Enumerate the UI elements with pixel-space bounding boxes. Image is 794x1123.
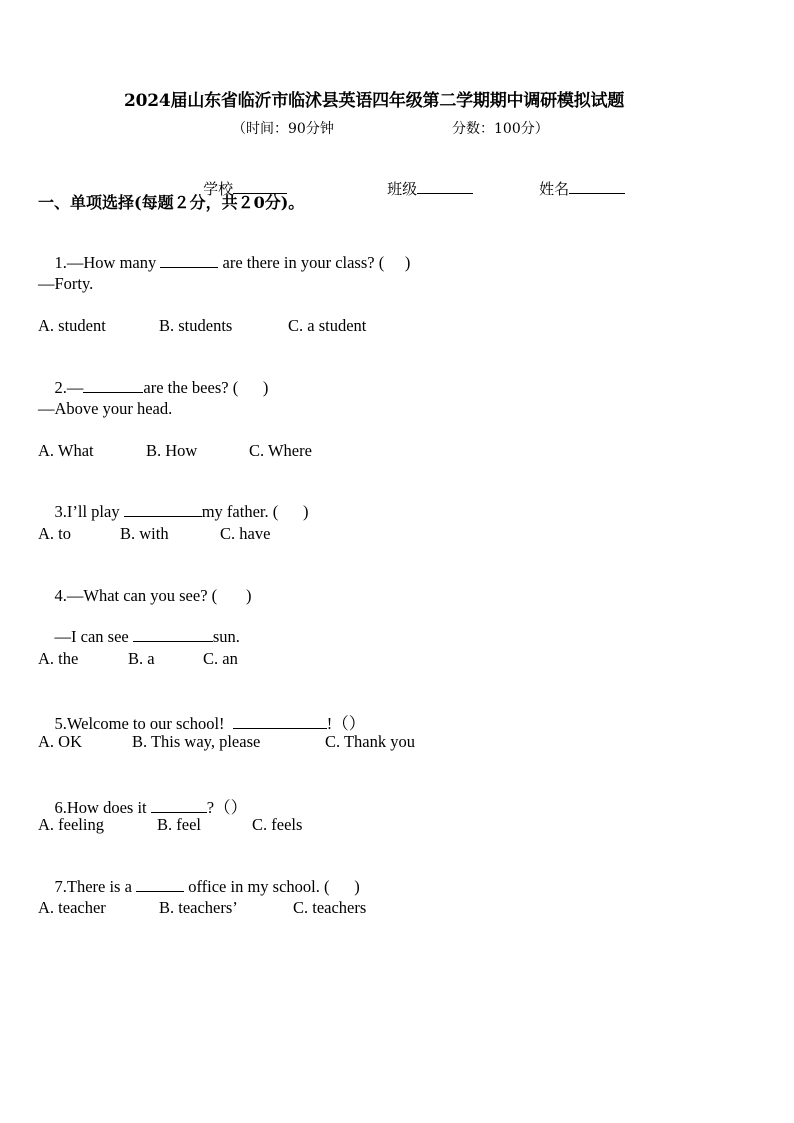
question-text: —How many (66, 253, 161, 272)
option-b[interactable]: B. a (128, 649, 155, 668)
question-text-end: office in my school. ( ) (184, 877, 360, 896)
answer-blank[interactable] (233, 714, 327, 729)
section-heading: 一、单项选择(每题２分，共２0分)。 (38, 193, 305, 212)
option-b[interactable]: B. This way, please (132, 732, 261, 751)
option-a[interactable]: A. teacher (38, 898, 106, 917)
class-blank[interactable] (417, 179, 473, 194)
option-c[interactable]: C. have (220, 524, 271, 543)
answer-blank[interactable] (124, 502, 202, 517)
question-text-end: are there in your class? ( ) (218, 253, 411, 272)
question-text-end: my father. ( ) (201, 502, 309, 521)
answer-line: —Forty. (38, 274, 94, 293)
option-b[interactable]: B. How (146, 441, 198, 460)
answer-line: —Above your head. (38, 399, 173, 418)
question-text-end: ?（） (206, 798, 248, 817)
answer-blank[interactable] (136, 877, 184, 892)
question-1 (38, 233, 410, 293)
answer-blank[interactable] (133, 627, 213, 642)
answer-blank[interactable] (83, 378, 143, 393)
question-number: 7. (54, 877, 67, 896)
option-a[interactable]: A. the (38, 649, 79, 668)
question-text: I’ll play (66, 502, 124, 521)
question-number: 6. (54, 798, 67, 817)
option-b[interactable]: B. students (159, 316, 233, 335)
question-text: — (66, 378, 84, 397)
option-c[interactable]: C. teachers (293, 898, 367, 917)
class-label: 班级 (387, 180, 418, 198)
question-number: 3. (54, 502, 67, 521)
option-b[interactable]: B. with (120, 524, 169, 543)
answer-blank[interactable] (160, 253, 218, 268)
option-c[interactable]: C. Where (249, 441, 312, 460)
option-a[interactable]: A. What (38, 441, 94, 460)
option-a[interactable]: A. OK (38, 732, 82, 751)
class-field[interactable] (368, 160, 473, 217)
name-field[interactable] (520, 160, 625, 217)
option-a[interactable]: A. feeling (38, 815, 104, 834)
question-number: 2. (54, 378, 67, 397)
option-c[interactable]: C. feels (252, 815, 303, 834)
option-c[interactable]: C. an (203, 649, 238, 668)
question-text: Welcome to our school! (66, 714, 233, 733)
answer-blank[interactable] (151, 798, 207, 813)
answer-text: —I can see (54, 627, 133, 646)
answer-text-end: sun. (212, 627, 240, 646)
name-label: 姓名 (539, 180, 570, 198)
name-blank[interactable] (569, 179, 625, 194)
option-b[interactable]: B. teachers’ (159, 898, 238, 917)
exam-time: （时间：90分钟 (232, 121, 334, 137)
option-a[interactable]: A. student (38, 316, 106, 335)
question-text: —What can you see? ( ) (66, 586, 252, 605)
question-number: 1. (54, 253, 67, 272)
question-text-end: are the bees? ( ) (143, 378, 269, 397)
question-number: 5. (54, 714, 67, 733)
option-c[interactable]: C. a student (288, 316, 367, 335)
option-b[interactable]: B. feel (157, 815, 201, 834)
question-text-end: !（） (326, 714, 366, 733)
question-text: How does it (66, 798, 151, 817)
option-a[interactable]: A. to (38, 524, 71, 543)
question-text: There is a (66, 877, 137, 896)
exam-title: 2024届山东省临沂市临沭县英语四年级第二学期期中调研模拟试题 (124, 91, 625, 111)
option-c[interactable]: C. Thank you (325, 732, 415, 751)
question-number: 4. (54, 586, 67, 605)
school-label: 学校 (203, 180, 234, 198)
exam-score: 分数：100分） (452, 121, 549, 137)
